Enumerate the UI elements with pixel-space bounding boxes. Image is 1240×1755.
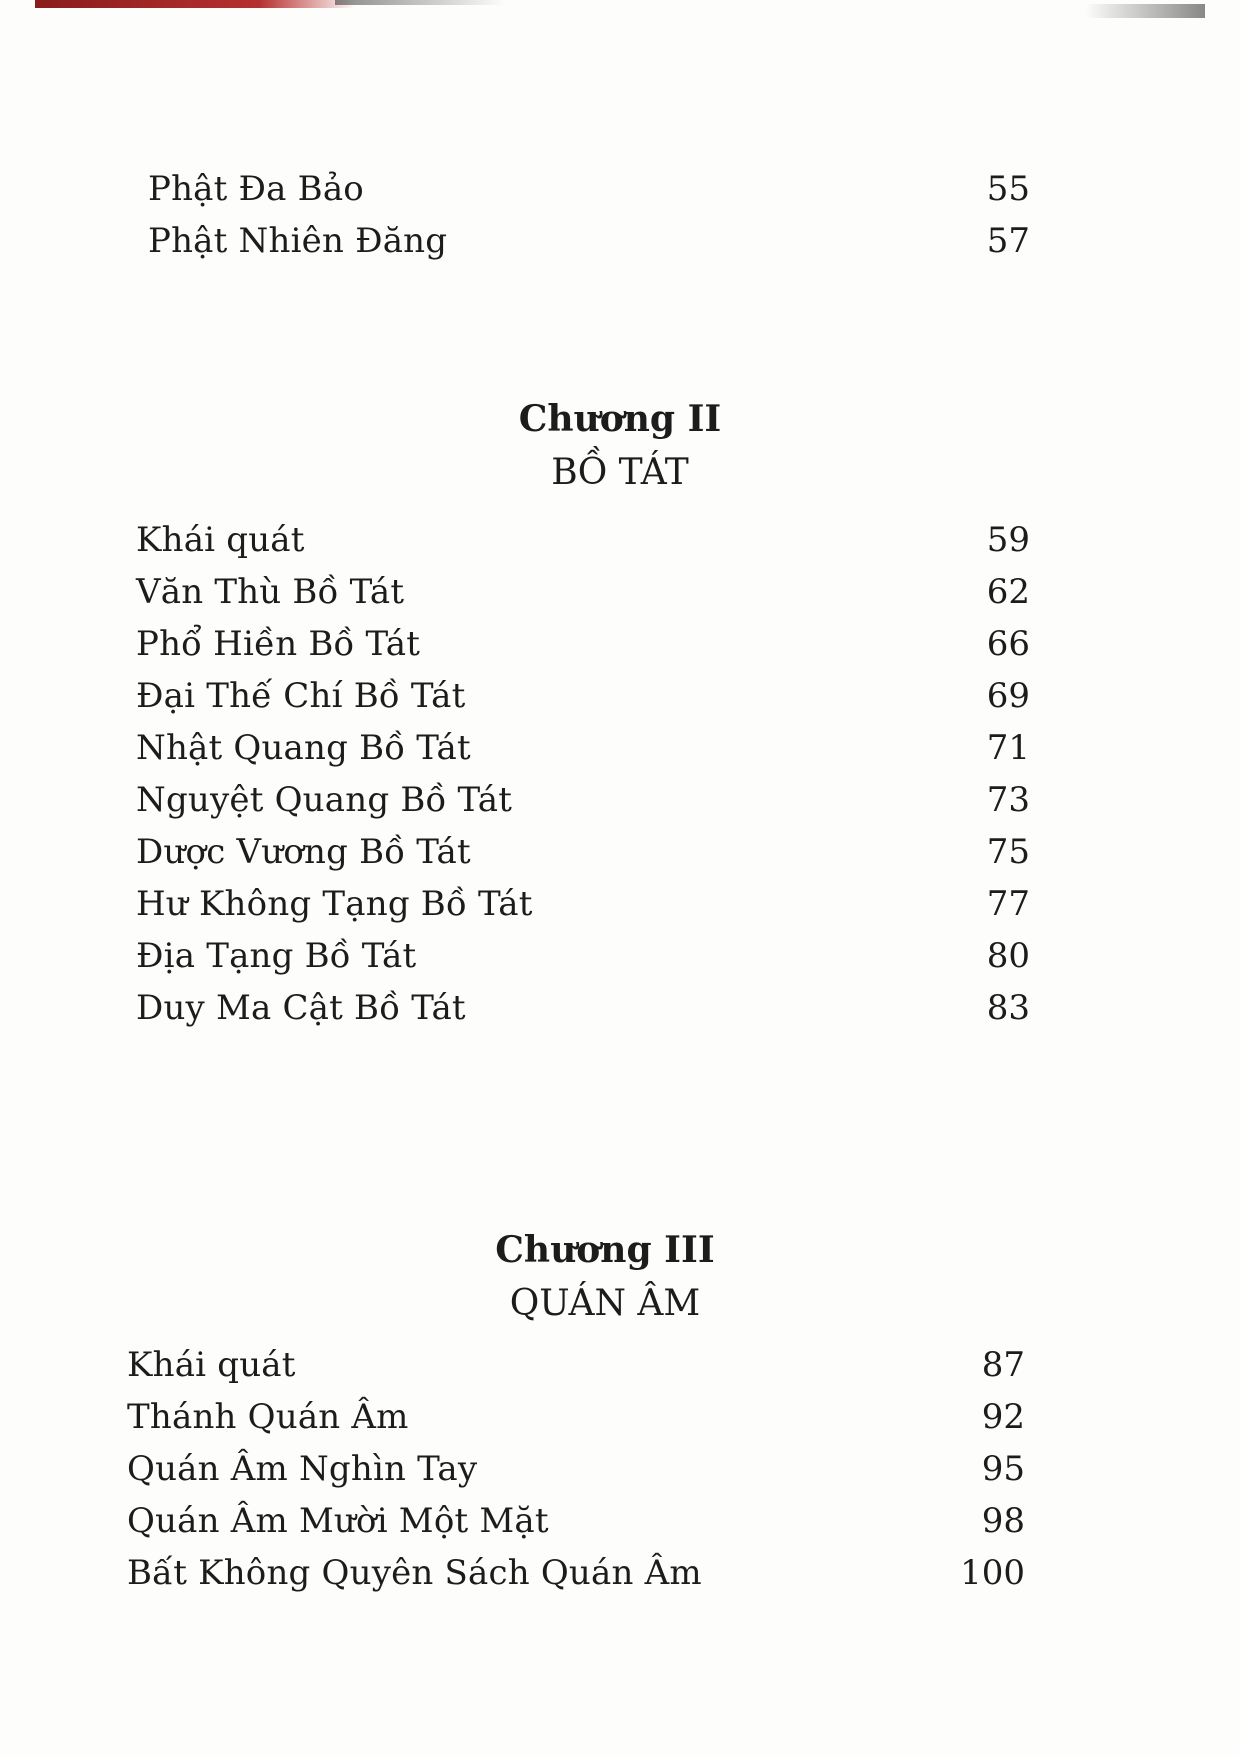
chapter-name: BỒ TÁT [551, 452, 689, 493]
toc-entry-page: 75 [986, 832, 1030, 872]
toc-entry-title: Nguyệt Quang Bồ Tát [136, 780, 513, 820]
toc-entry-title: Phổ Hiền Bồ Tát [136, 624, 421, 664]
toc-row [136, 884, 1030, 939]
toc-row [148, 221, 1030, 276]
toc-row [136, 676, 1030, 731]
toc-entry-page: 69 [986, 676, 1030, 716]
chapter-3-heading [0, 1223, 1225, 1331]
toc-row [136, 832, 1030, 887]
page-top-edge [35, 0, 1205, 10]
toc-entry-title: Hư Không Tạng Bồ Tát [136, 884, 533, 924]
toc-section-chapter-2 [136, 520, 1030, 1043]
toc-entry-title: Quán Âm Nghìn Tay [127, 1449, 478, 1489]
toc-entry-page: 87 [981, 1345, 1025, 1385]
toc-entry-title: Đại Thế Chí Bồ Tát [136, 676, 466, 716]
toc-entry-title: Khái quát [127, 1345, 296, 1385]
toc-entry-page: 98 [981, 1501, 1025, 1541]
toc-entry-page: 55 [986, 169, 1030, 209]
toc-entry-page: 66 [986, 624, 1030, 664]
toc-entry-title: Quán Âm Mười Một Mặt [127, 1501, 549, 1541]
toc-row [127, 1553, 1025, 1608]
toc-row [136, 624, 1030, 679]
toc-entry-page: 100 [960, 1553, 1025, 1593]
toc-row [127, 1449, 1025, 1504]
toc-row [136, 572, 1030, 627]
toc-row [136, 936, 1030, 991]
toc-entry-title: Thánh Quán Âm [127, 1397, 409, 1437]
toc-row [148, 169, 1030, 224]
toc-row [127, 1345, 1025, 1400]
toc-entry-title: Duy Ma Cật Bồ Tát [136, 988, 466, 1028]
toc-row [136, 780, 1030, 835]
chapter-name: QUÁN ÂM [509, 1283, 701, 1324]
toc-entry-page: 57 [986, 221, 1030, 261]
toc-entry-page: 73 [986, 780, 1030, 820]
toc-entry-title: Nhật Quang Bồ Tát [136, 728, 471, 768]
toc-entry-title: Phật Nhiên Đăng [148, 221, 448, 261]
chapter-2-heading [0, 392, 1240, 500]
toc-row [127, 1397, 1025, 1452]
toc-entry-page: 92 [981, 1397, 1025, 1437]
toc-entry-page: 80 [986, 936, 1030, 976]
toc-row [136, 988, 1030, 1043]
toc-entry-title: Bất Không Quyên Sách Quán Âm [127, 1553, 702, 1593]
toc-entry-page: 62 [986, 572, 1030, 612]
toc-entry-page: 59 [986, 520, 1030, 560]
toc-entry-title: Địa Tạng Bồ Tát [136, 936, 417, 976]
toc-entry-page: 77 [986, 884, 1030, 924]
chapter-number: Chương II [518, 398, 722, 440]
toc-entry-page: 71 [986, 728, 1030, 768]
toc-entry-title: Dược Vương Bồ Tát [136, 832, 471, 872]
toc-row [136, 728, 1030, 783]
chapter-number: Chương III [495, 1229, 715, 1271]
toc-entry-title: Phật Đa Bảo [148, 169, 364, 209]
toc-entry-page: 83 [986, 988, 1030, 1028]
toc-row [136, 520, 1030, 575]
toc-row [127, 1501, 1025, 1556]
toc-entry-title: Văn Thù Bồ Tát [136, 572, 405, 612]
toc-entry-title: Khái quát [136, 520, 305, 560]
toc-section-chapter-3 [127, 1345, 1025, 1608]
toc-entry-page: 95 [981, 1449, 1025, 1489]
toc-section-intro [148, 169, 1030, 276]
